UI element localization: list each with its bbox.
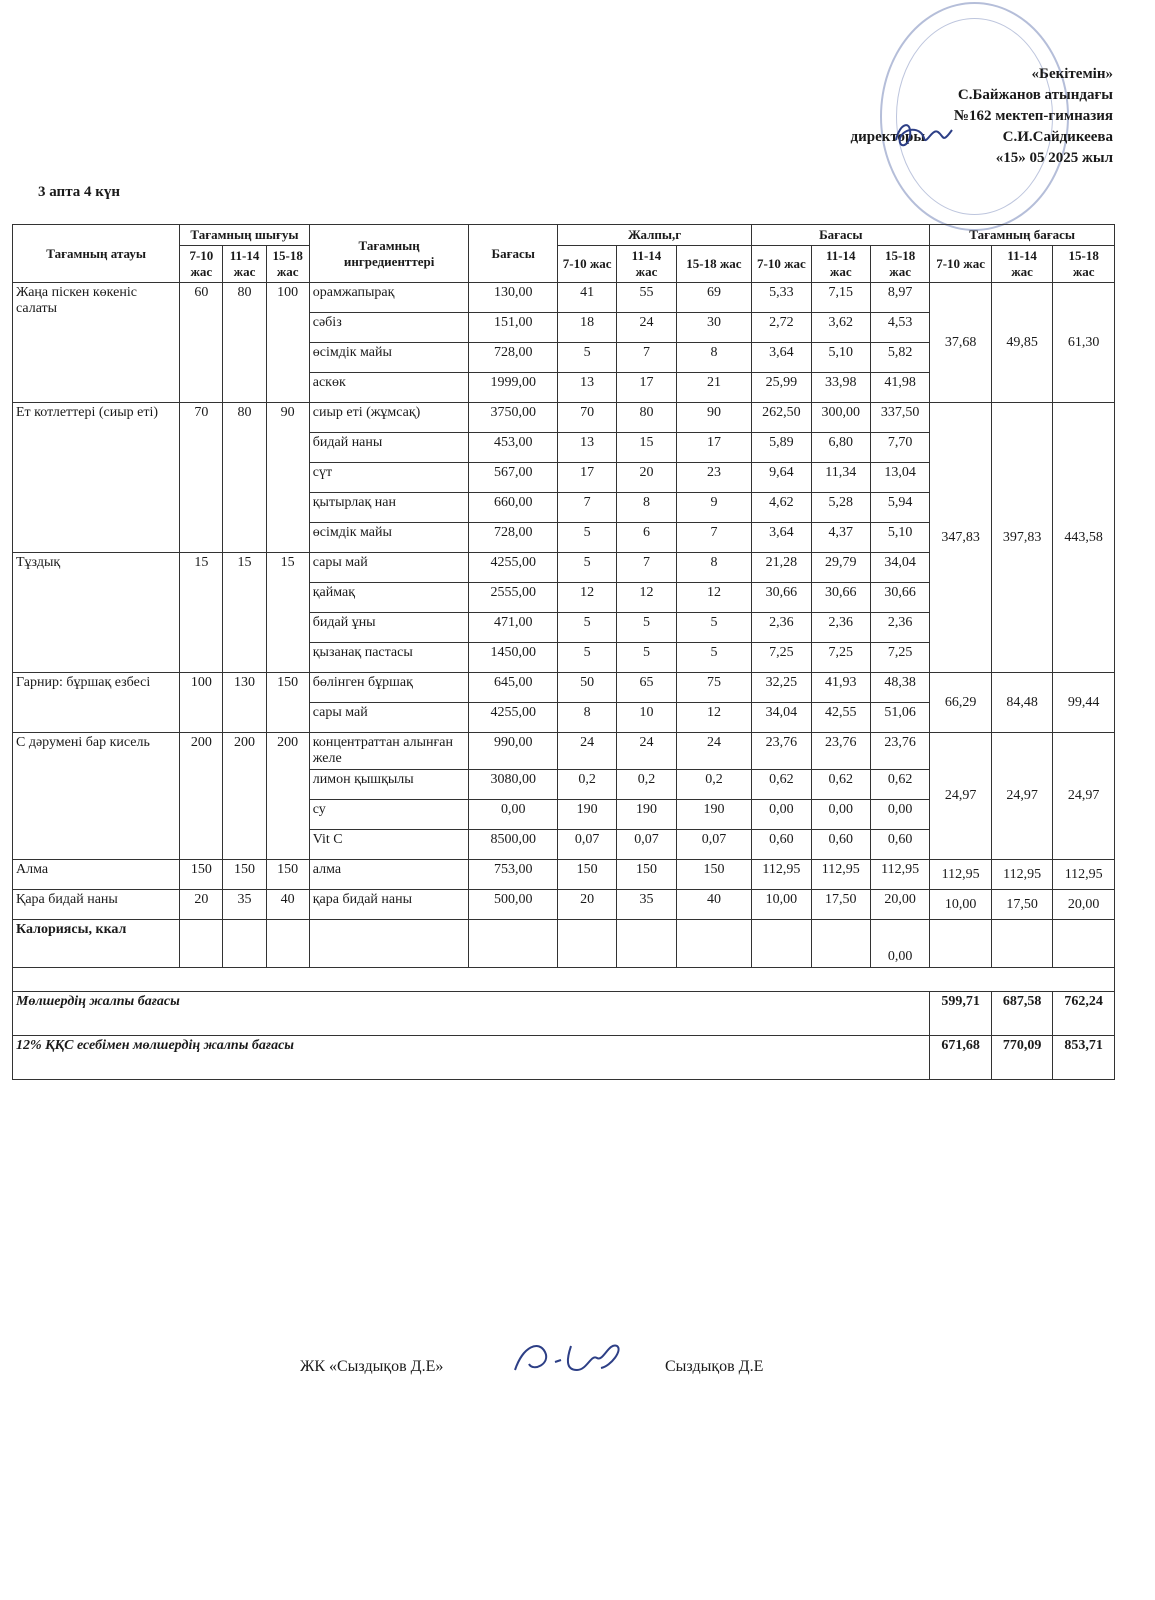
table-row <box>13 860 1115 890</box>
ingredient-value: 300,00 <box>811 403 870 433</box>
col-unit-price: Бағасы <box>469 225 557 283</box>
empty-cell <box>13 968 1115 992</box>
ingredient-value: 8500,00 <box>469 830 557 860</box>
ingredient-value: 90 <box>676 403 752 433</box>
ingredient-name: концентраттан алынған желе <box>309 733 469 770</box>
ingredient-value: 3080,00 <box>469 770 557 800</box>
total-value: 671,68 <box>930 1036 992 1080</box>
dish-cost: 20,00 <box>1053 890 1115 920</box>
ingredient-value: 8 <box>676 553 752 583</box>
ingredient-value: 5 <box>557 553 616 583</box>
dish-yield: 15 <box>266 553 309 673</box>
age-header-2: 11-14 жас <box>811 246 870 283</box>
dish-yield: 70 <box>180 403 223 553</box>
ingredient-value: 0,62 <box>752 770 811 800</box>
ingredient-value: 24 <box>617 733 676 770</box>
dish-yield: 200 <box>223 733 266 860</box>
table-row <box>13 733 1115 770</box>
table-row <box>13 283 1115 313</box>
ingredient-value: 2555,00 <box>469 583 557 613</box>
ingredient-value: 0,2 <box>676 770 752 800</box>
dish-yield: 20 <box>180 890 223 920</box>
empty-cell <box>557 920 616 968</box>
ingredient-value: 337,50 <box>870 403 929 433</box>
ingredient-value: 51,06 <box>870 703 929 733</box>
ingredient-value: 190 <box>557 800 616 830</box>
ingredient-value: 471,00 <box>469 613 557 643</box>
ingredient-value: 30,66 <box>870 583 929 613</box>
ingredient-name: сиыр еті (жұмсақ) <box>309 403 469 433</box>
ingredient-value: 24 <box>676 733 752 770</box>
ingredient-value: 8 <box>557 703 616 733</box>
ingredient-value: 3750,00 <box>469 403 557 433</box>
age-header-1: 7-10 жас <box>930 246 992 283</box>
menu-table-wrap <box>12 224 1115 1312</box>
col-dish-cost: Тағамның бағасы <box>930 225 1115 246</box>
dish-yield: 60 <box>180 283 223 403</box>
col-yield: Тағамның шығуы <box>180 225 309 246</box>
age-header-2: 11-14 жас <box>223 246 266 283</box>
ingredient-value: 12 <box>557 583 616 613</box>
dish-yield: 100 <box>180 673 223 733</box>
ingredient-value: 4,53 <box>870 313 929 343</box>
director-label: директоры <box>850 129 926 145</box>
ingredient-value: 0,07 <box>676 830 752 860</box>
ingredient-value: 6,80 <box>811 433 870 463</box>
ingredient-value: 5,89 <box>752 433 811 463</box>
dish-cost: 37,68 <box>930 283 992 403</box>
ingredient-value: 40 <box>676 890 752 920</box>
dish-cost: 24,97 <box>1053 733 1115 860</box>
ingredient-value: 7,25 <box>811 643 870 673</box>
ingredient-value: 0,2 <box>617 770 676 800</box>
empty-cell <box>676 920 752 968</box>
ingredient-value: 7 <box>676 523 752 553</box>
ingredient-value: 12 <box>676 703 752 733</box>
ingredient-name: қытырлақ нан <box>309 493 469 523</box>
ingredient-value: 11,34 <box>811 463 870 493</box>
ingredient-value: 5 <box>676 613 752 643</box>
ingredient-value: 7 <box>557 493 616 523</box>
ingredient-value: 0,00 <box>811 800 870 830</box>
empty-cell <box>617 920 676 968</box>
dish-yield: 200 <box>266 733 309 860</box>
ingredient-value: 4,62 <box>752 493 811 523</box>
dish-name: С дәрумені бар кисель <box>13 733 180 860</box>
dish-yield: 100 <box>266 283 309 403</box>
dish-cost: 61,30 <box>1053 283 1115 403</box>
ingredient-value: 190 <box>617 800 676 830</box>
ingredient-value: 5 <box>557 343 616 373</box>
ingredient-value: 13 <box>557 373 616 403</box>
director-name: С.И.Сайдикеева <box>1002 129 1113 145</box>
ingredient-value: 24 <box>557 733 616 770</box>
ingredient-value: 75 <box>676 673 752 703</box>
ingredient-value: 34,04 <box>870 553 929 583</box>
age-header-3: 15-18 жас <box>870 246 929 283</box>
contractor-signature <box>505 1336 630 1380</box>
ingredient-value: 753,00 <box>469 860 557 890</box>
total-value: 687,58 <box>991 992 1053 1036</box>
ingredient-value: 7,25 <box>752 643 811 673</box>
menu-table <box>12 224 1115 1080</box>
approval-block <box>851 64 1114 169</box>
ingredient-value: 10 <box>617 703 676 733</box>
ingredient-name: сары май <box>309 553 469 583</box>
dish-cost: 24,97 <box>991 733 1053 860</box>
spacer-row <box>13 968 1115 992</box>
ingredient-value: 0,00 <box>469 800 557 830</box>
ingredient-value: 13 <box>557 433 616 463</box>
ingredient-value: 150 <box>617 860 676 890</box>
ingredient-value: 9 <box>676 493 752 523</box>
dish-cost: 443,58 <box>1053 403 1115 673</box>
ingredient-value: 2,36 <box>870 613 929 643</box>
ingredient-value: 4255,00 <box>469 553 557 583</box>
ingredient-value: 41,93 <box>811 673 870 703</box>
ingredient-value: 50 <box>557 673 616 703</box>
ingredient-value: 7,25 <box>870 643 929 673</box>
empty-cell <box>811 920 870 968</box>
ingredient-value: 30,66 <box>811 583 870 613</box>
col-total-grams: Жалпы,г <box>557 225 751 246</box>
empty-cell <box>223 920 266 968</box>
dish-yield: 35 <box>223 890 266 920</box>
ingredient-value: 112,95 <box>870 860 929 890</box>
total-value: 762,24 <box>1053 992 1115 1036</box>
total-value: 599,71 <box>930 992 992 1036</box>
ingredient-value: 1999,00 <box>469 373 557 403</box>
dish-yield: 150 <box>223 860 266 890</box>
ingredient-value: 8 <box>676 343 752 373</box>
age-header-3: 15-18 жас <box>266 246 309 283</box>
ingredient-value: 55 <box>617 283 676 313</box>
approval-school-number: №162 мектеп-гимназия <box>953 108 1113 124</box>
ingredient-value: 2,36 <box>752 613 811 643</box>
ingredient-value: 12 <box>676 583 752 613</box>
ingredient-value: 69 <box>676 283 752 313</box>
empty-cell <box>1053 920 1115 968</box>
ingredient-value: 7 <box>617 343 676 373</box>
ingredient-name: су <box>309 800 469 830</box>
ingredient-value: 0,62 <box>811 770 870 800</box>
ingredient-value: 5 <box>617 613 676 643</box>
ingredient-value: 5,10 <box>811 343 870 373</box>
dish-yield: 150 <box>180 860 223 890</box>
ingredient-value: 70 <box>557 403 616 433</box>
approval-date: «15» 05 2025 жыл <box>995 150 1113 166</box>
table-row <box>13 403 1115 433</box>
col-cost: Бағасы <box>752 225 930 246</box>
dish-name: Тұздық <box>13 553 180 673</box>
total-label: Мөлшердің жалпы бағасы <box>13 992 930 1036</box>
ingredient-value: 30,66 <box>752 583 811 613</box>
total-label: 12% ҚҚС есебімен мөлшердің жалпы бағасы <box>13 1036 930 1080</box>
ingredient-value: 48,38 <box>870 673 929 703</box>
ingredient-name: өсімдік майы <box>309 523 469 553</box>
dish-yield: 150 <box>266 860 309 890</box>
empty-cell <box>309 920 469 968</box>
ingredient-value: 80 <box>617 403 676 433</box>
ingredient-name: өсімдік майы <box>309 343 469 373</box>
ingredient-value: 5 <box>617 643 676 673</box>
ingredient-value: 29,79 <box>811 553 870 583</box>
ingredient-value: 8 <box>617 493 676 523</box>
ingredient-name: бидай наны <box>309 433 469 463</box>
dish-cost: 347,83 <box>930 403 992 673</box>
ingredient-value: 3,64 <box>752 343 811 373</box>
total-row <box>13 992 1115 1036</box>
ingredient-value: 0,07 <box>557 830 616 860</box>
dish-yield: 40 <box>266 890 309 920</box>
age-header-3: 15-18 жас <box>1053 246 1115 283</box>
ingredient-name: Vit C <box>309 830 469 860</box>
ingredient-value: 0,07 <box>617 830 676 860</box>
ingredient-value: 33,98 <box>811 373 870 403</box>
age-header-1: 7-10 жас <box>557 246 616 283</box>
dish-yield: 80 <box>223 283 266 403</box>
ingredient-value: 500,00 <box>469 890 557 920</box>
dish-cost: 84,48 <box>991 673 1053 733</box>
total-value: 853,71 <box>1053 1036 1115 1080</box>
ingredient-value: 25,99 <box>752 373 811 403</box>
calories-row <box>13 920 1115 968</box>
ingredient-value: 23,76 <box>811 733 870 770</box>
ingredient-value: 1450,00 <box>469 643 557 673</box>
dish-name: Қара бидай наны <box>13 890 180 920</box>
dish-cost: 112,95 <box>1053 860 1115 890</box>
dish-yield: 130 <box>223 673 266 733</box>
ingredient-value: 112,95 <box>811 860 870 890</box>
ingredient-name: қызанақ пастасы <box>309 643 469 673</box>
signature-company: ЖК «Сыздықов Д.Е» <box>300 1358 444 1375</box>
ingredient-value: 41,98 <box>870 373 929 403</box>
ingredient-value: 5 <box>557 613 616 643</box>
total-value: 770,09 <box>991 1036 1053 1080</box>
ingredient-value: 190 <box>676 800 752 830</box>
ingredient-value: 9,64 <box>752 463 811 493</box>
ingredient-value: 17 <box>617 373 676 403</box>
ingredient-value: 0,00 <box>752 800 811 830</box>
ingredient-value: 5,94 <box>870 493 929 523</box>
ingredient-value: 35 <box>617 890 676 920</box>
ingredient-value: 5,33 <box>752 283 811 313</box>
col-dish-name: Тағамның атауы <box>13 225 180 283</box>
ingredient-name: бидай ұны <box>309 613 469 643</box>
ingredient-name: қара бидай наны <box>309 890 469 920</box>
dish-cost: 99,44 <box>1053 673 1115 733</box>
ingredient-value: 17 <box>557 463 616 493</box>
ingredient-value: 5 <box>557 643 616 673</box>
approval-title: «Бекітемін» <box>1031 66 1113 82</box>
dish-yield: 90 <box>266 403 309 553</box>
ingredient-value: 8,97 <box>870 283 929 313</box>
ingredient-value: 990,00 <box>469 733 557 770</box>
ingredient-value: 7,70 <box>870 433 929 463</box>
ingredient-value: 4,37 <box>811 523 870 553</box>
ingredient-value: 0,60 <box>752 830 811 860</box>
ingredient-value: 42,55 <box>811 703 870 733</box>
ingredient-value: 0,00 <box>870 800 929 830</box>
dish-name: Алма <box>13 860 180 890</box>
ingredient-name: сары май <box>309 703 469 733</box>
week-day-label: 3 апта 4 күн <box>38 184 121 200</box>
ingredient-value: 150 <box>676 860 752 890</box>
empty-cell <box>180 920 223 968</box>
ingredient-name: алма <box>309 860 469 890</box>
ingredient-value: 5,28 <box>811 493 870 523</box>
ingredient-value: 10,00 <box>752 890 811 920</box>
age-header-3: 15-18 жас <box>676 246 752 283</box>
dish-name: Гарнир: бұршақ езбесі <box>13 673 180 733</box>
ingredient-value: 18 <box>557 313 616 343</box>
dish-cost: 397,83 <box>991 403 1053 673</box>
ingredient-value: 567,00 <box>469 463 557 493</box>
ingredient-name: сәбіз <box>309 313 469 343</box>
dish-yield: 200 <box>180 733 223 860</box>
ingredient-value: 2,72 <box>752 313 811 343</box>
ingredient-value: 13,04 <box>870 463 929 493</box>
col-ingredients: Тағамның ингредиенттері <box>309 225 469 283</box>
ingredient-name: сүт <box>309 463 469 493</box>
ingredient-value: 21 <box>676 373 752 403</box>
ingredient-value: 7 <box>617 553 676 583</box>
ingredient-name: орамжапырақ <box>309 283 469 313</box>
ingredient-value: 660,00 <box>469 493 557 523</box>
ingredient-value: 6 <box>617 523 676 553</box>
ingredient-value: 41 <box>557 283 616 313</box>
ingredient-value: 17 <box>676 433 752 463</box>
ingredient-value: 23 <box>676 463 752 493</box>
dish-cost: 24,97 <box>930 733 992 860</box>
ingredient-value: 7,15 <box>811 283 870 313</box>
director-signature <box>890 118 960 152</box>
ingredient-value: 24 <box>617 313 676 343</box>
ingredient-name: лимон қышқылы <box>309 770 469 800</box>
ingredient-value: 0,60 <box>811 830 870 860</box>
empty-cell <box>266 920 309 968</box>
ingredient-value: 32,25 <box>752 673 811 703</box>
ingredient-value: 20 <box>617 463 676 493</box>
dish-cost: 112,95 <box>930 860 992 890</box>
ingredient-value: 112,95 <box>752 860 811 890</box>
ingredient-value: 150 <box>557 860 616 890</box>
ingredient-value: 30 <box>676 313 752 343</box>
dish-cost: 17,50 <box>991 890 1053 920</box>
dish-cost: 66,29 <box>930 673 992 733</box>
dish-cost: 10,00 <box>930 890 992 920</box>
empty-cell <box>930 920 992 968</box>
ingredient-value: 3,64 <box>752 523 811 553</box>
ingredient-value: 15 <box>617 433 676 463</box>
dish-cost: 112,95 <box>991 860 1053 890</box>
ingredient-value: 5 <box>676 643 752 673</box>
ingredient-value: 5 <box>557 523 616 553</box>
age-header-1: 7-10 жас <box>180 246 223 283</box>
ingredient-value: 262,50 <box>752 403 811 433</box>
approval-school-name: С.Байжанов атындағы <box>957 87 1113 103</box>
ingredient-value: 23,76 <box>752 733 811 770</box>
ingredient-value: 23,76 <box>870 733 929 770</box>
ingredient-value: 0,2 <box>557 770 616 800</box>
ingredient-name: бөлінген бұршақ <box>309 673 469 703</box>
signature-name: Сыздықов Д.Е <box>665 1358 764 1375</box>
ingredient-value: 65 <box>617 673 676 703</box>
ingredient-value: 0,60 <box>870 830 929 860</box>
age-header-2: 11-14 жас <box>991 246 1053 283</box>
ingredient-value: 12 <box>617 583 676 613</box>
empty-cell <box>991 920 1053 968</box>
calories-label: Калориясы, ккал <box>13 920 180 968</box>
ingredient-value: 20,00 <box>870 890 929 920</box>
dish-yield: 15 <box>180 553 223 673</box>
ingredient-value: 5,82 <box>870 343 929 373</box>
ingredient-value: 728,00 <box>469 523 557 553</box>
calories-value: 0,00 <box>870 920 929 968</box>
ingredient-value: 21,28 <box>752 553 811 583</box>
ingredient-value: 5,10 <box>870 523 929 553</box>
table-row <box>13 673 1115 703</box>
age-header-2: 11-14 жас <box>617 246 676 283</box>
ingredient-value: 2,36 <box>811 613 870 643</box>
dish-yield: 150 <box>266 673 309 733</box>
table-row <box>13 890 1115 920</box>
ingredient-value: 645,00 <box>469 673 557 703</box>
ingredient-value: 728,00 <box>469 343 557 373</box>
empty-cell <box>752 920 811 968</box>
dish-yield: 80 <box>223 403 266 553</box>
ingredient-value: 151,00 <box>469 313 557 343</box>
ingredient-name: қаймақ <box>309 583 469 613</box>
ingredient-value: 17,50 <box>811 890 870 920</box>
ingredient-value: 0,62 <box>870 770 929 800</box>
ingredient-value: 130,00 <box>469 283 557 313</box>
ingredient-value: 4255,00 <box>469 703 557 733</box>
ingredient-value: 453,00 <box>469 433 557 463</box>
ingredient-value: 3,62 <box>811 313 870 343</box>
empty-cell <box>469 920 557 968</box>
ingredient-value: 20 <box>557 890 616 920</box>
dish-cost: 49,85 <box>991 283 1053 403</box>
ingredient-name: аскөк <box>309 373 469 403</box>
total-row <box>13 1036 1115 1080</box>
dish-name: Ет котлеттері (сиыр еті) <box>13 403 180 553</box>
age-header-1: 7-10 жас <box>752 246 811 283</box>
ingredient-value: 34,04 <box>752 703 811 733</box>
dish-name: Жаңа піскен көкеніс салаты <box>13 283 180 403</box>
dish-yield: 15 <box>223 553 266 673</box>
